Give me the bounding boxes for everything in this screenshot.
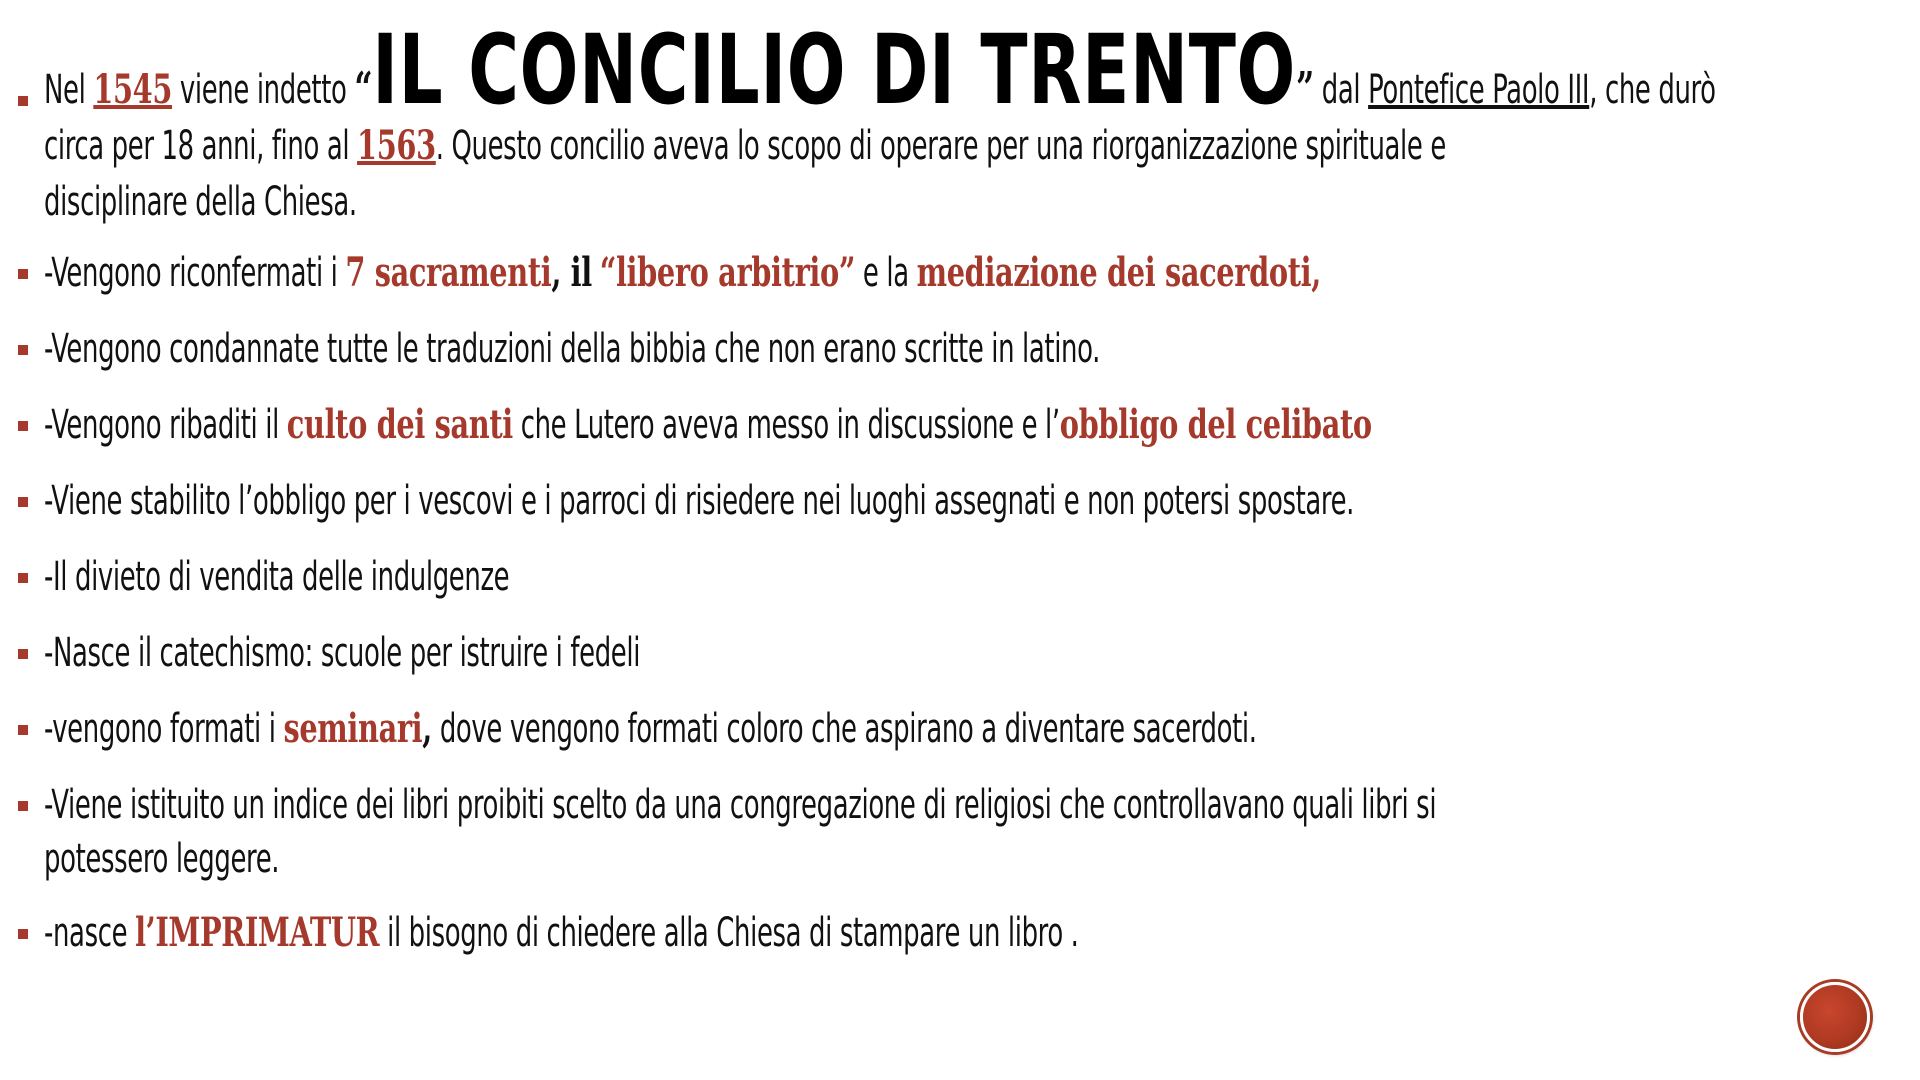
- bullet-seminari: [16, 702, 1906, 756]
- close-quote: ”: [838, 249, 856, 296]
- year-start: 1545: [93, 66, 173, 113]
- text-dal: dal: [1321, 67, 1361, 113]
- sacramenti-line: [44, 246, 1894, 300]
- highlight-imprimatur: l’IMPRIMATUR: [135, 909, 380, 956]
- culto-line: [44, 398, 1894, 452]
- text-il: , il: [551, 249, 592, 296]
- intro-line-3: disciplinare della Chiesa.: [44, 179, 357, 225]
- bullet-imprimatur: [16, 906, 1906, 960]
- pontefice-name: Pontefice Paolo III: [1368, 67, 1590, 113]
- text-che-duro: , che durò: [1589, 67, 1716, 113]
- catechismo-text: -Nasce il catechismo: scuole per istruire i fedeli: [44, 630, 641, 676]
- indice-line-1: -Viene istituito un indice dei libri proibiti scelto da una congregazione di religiosi che controllavano quali libri si: [44, 782, 1437, 828]
- highlight-culto-santi: culto dei santi: [286, 401, 513, 448]
- slide-title: IL CONCILIO DI TRENTO: [372, 14, 1297, 126]
- title-open-quote: “: [354, 63, 373, 114]
- text-viene-indetto: viene indetto: [179, 67, 347, 113]
- highlight-seminari: seminari: [283, 705, 423, 752]
- end-comma: ,: [1311, 249, 1321, 296]
- nav-circle-button[interactable]: [1800, 982, 1870, 1052]
- open-quote: “: [599, 249, 616, 296]
- title-close-quote: ”: [1296, 63, 1314, 114]
- indice-line-2: potessero leggere.: [44, 836, 280, 882]
- bullet-indulgenze: [16, 550, 1906, 604]
- seminari-comma: ,: [422, 705, 432, 752]
- bullet-vescovi: [16, 474, 1906, 528]
- intro-line-1: [44, 14, 1894, 126]
- bullet-sacramenti: [16, 246, 1906, 300]
- seminari-line: [44, 702, 1894, 756]
- bullet-catechismo: [16, 626, 1906, 680]
- bullet-indice: [16, 778, 1906, 886]
- bullet-traduzioni: [16, 322, 1906, 376]
- intro-line-2: [44, 118, 1894, 174]
- text-nel: Nel: [44, 67, 86, 113]
- bullet-intro: [16, 14, 1906, 230]
- bullet-culto: [16, 398, 1906, 452]
- text-nasce: -nasce: [44, 910, 128, 956]
- bullet-list: [16, 14, 1906, 960]
- indulgenze-text: -Il divieto di vendita delle indulgenze: [44, 554, 510, 600]
- text-lutero: che Lutero aveva messo in discussione e l’: [520, 402, 1060, 448]
- text-e-la: e la: [862, 250, 909, 296]
- traduzioni-text: -Vengono condannate tutte le traduzioni della bibbia che non erano scritte in latino.: [44, 326, 1100, 372]
- highlight-mediazione: mediazione dei sacerdoti: [916, 249, 1312, 296]
- highlight-sacramenti: 7 sacramenti: [345, 249, 552, 296]
- vescovi-text: -Viene stabilito l’obbligo per i vescovi e i parroci di risiedere nei luoghi assegnati e non potersi spostare.: [44, 478, 1355, 524]
- text-scopo: . Questo concilio aveva lo scopo di operare per una riorganizzazione spirituale e: [435, 123, 1446, 169]
- text-sacerdoti: dove vengono formati coloro che aspirano a diventare sacerdoti.: [439, 706, 1257, 752]
- imprimatur-line: [44, 906, 1894, 960]
- text-stampare: il bisogno di chiedere alla Chiesa di stampare un libro .: [387, 910, 1079, 956]
- highlight-libero-arbitrio: libero arbitrio: [615, 249, 839, 296]
- text-formati: -vengono formati i: [44, 706, 276, 752]
- text-riconfermati: -Vengono riconfermati i: [44, 250, 338, 296]
- year-end: 1563: [357, 122, 436, 169]
- text-ribaditi: -Vengono ribaditi il: [44, 402, 279, 448]
- text-circa: circa per 18 anni, fino al: [44, 123, 350, 169]
- highlight-celibato: obbligo del celibato: [1059, 401, 1372, 448]
